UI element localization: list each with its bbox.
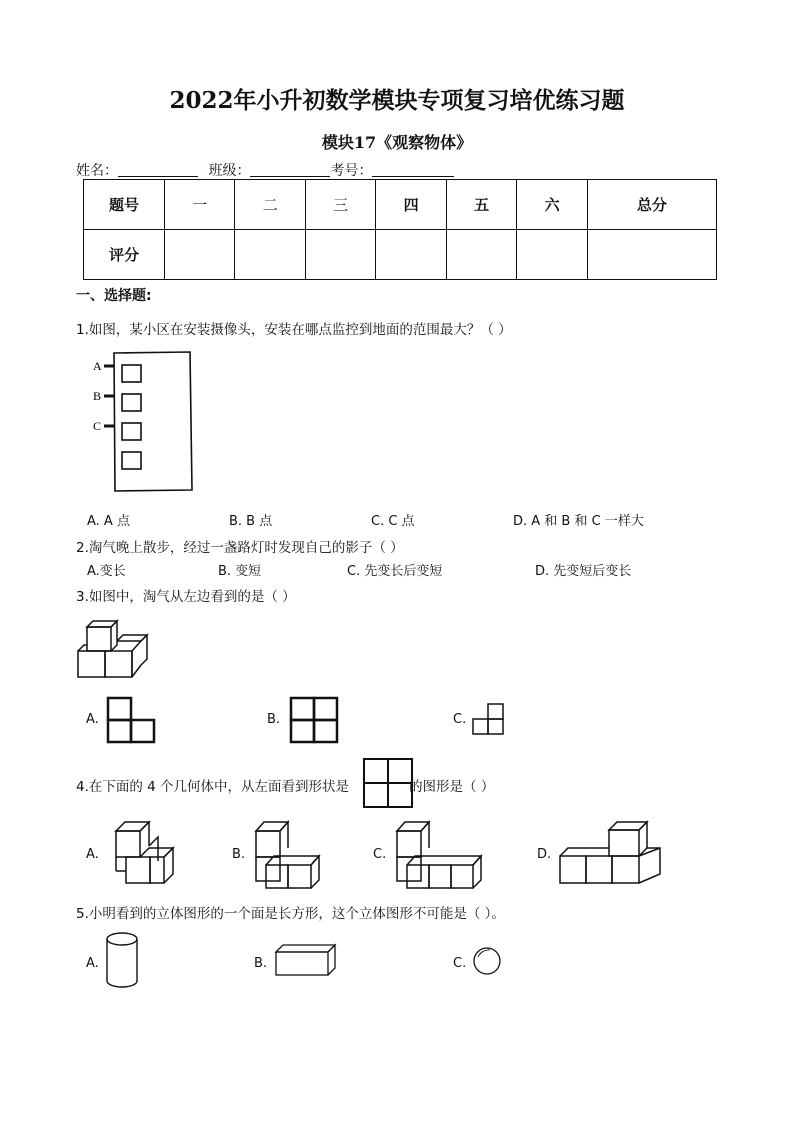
score-cell: 题号 <box>84 180 165 230</box>
score-input-cell[interactable] <box>587 230 716 280</box>
camera-building-figure <box>90 350 200 495</box>
question-5-stem: 5.小明看到的立体图形的一个面是长方形，这个立体图形不可能是（ ）。 <box>76 906 505 922</box>
score-cell: 一 <box>165 180 235 230</box>
score-cell: 四 <box>376 180 446 230</box>
score-input-cell[interactable] <box>165 230 235 280</box>
name-label: 姓名： <box>76 163 118 179</box>
score-table <box>83 179 717 280</box>
point-b-label: B <box>93 389 102 403</box>
score-input-cell[interactable] <box>305 230 375 280</box>
score-input-cell[interactable] <box>235 230 305 280</box>
q2-option-d[interactable]: D. 先变短后变长 <box>535 564 632 579</box>
q1-option-d[interactable]: D. A 和 B 和 C 一样大 <box>513 514 644 529</box>
score-cell: 五 <box>446 180 516 230</box>
question-2-stem: 2.淘气晚上散步，经过一盏路灯时发现自己的影子（ ） <box>76 540 404 556</box>
score-table-header-row <box>84 180 717 230</box>
exam-blank[interactable] <box>372 162 454 177</box>
exam-label: 考号： <box>330 163 373 179</box>
question-1-stem: 1.如图，某小区在安装摄像头，安装在哪点监控到地面的范围最大？（ ） <box>76 322 512 338</box>
score-input-cell[interactable] <box>517 230 587 280</box>
q3-option-a[interactable]: A. <box>86 712 99 727</box>
q4-stem-before: 4.在下面的 4 个几何体中，从左面看到形状是 <box>76 779 350 795</box>
point-a-label: A <box>93 359 102 373</box>
q3-option-c-figure <box>472 703 506 735</box>
q1-option-a[interactable]: A. A 点 <box>87 514 130 529</box>
page-title: 2022年小升初数学模块专项复习培优练习题 <box>169 87 625 114</box>
q3-option-c[interactable]: C. <box>453 712 467 727</box>
sphere-figure <box>472 945 502 977</box>
score-row-label: 评分 <box>84 230 165 280</box>
cuboid-figure <box>274 943 338 977</box>
cylinder-figure <box>104 931 140 989</box>
score-cell: 三 <box>305 180 375 230</box>
q4-option-b[interactable]: B. <box>232 847 246 862</box>
q5-option-c[interactable]: C. <box>453 956 467 971</box>
q4-option-a-figure <box>112 819 180 889</box>
score-cell: 六 <box>517 180 587 230</box>
q3-cube-stack-figure <box>76 615 151 680</box>
q4-stem-after: 的图形是（ ） <box>409 779 495 795</box>
question-3-stem: 3.如图中，淘气从左边看到的是（ ） <box>76 589 296 605</box>
q4-option-b-figure <box>252 819 324 889</box>
q4-target-view-figure <box>362 757 414 809</box>
q2-option-c[interactable]: C. 先变长后变短 <box>347 564 443 579</box>
q1-option-b[interactable]: B. B 点 <box>229 514 273 529</box>
q4-option-d[interactable]: D. <box>537 847 552 862</box>
q1-option-c[interactable]: C. C 点 <box>371 514 415 529</box>
student-info-line <box>76 160 454 180</box>
name-blank[interactable] <box>118 162 198 177</box>
q2-option-a[interactable]: A.变长 <box>87 564 126 579</box>
section-heading: 一、选择题: <box>76 288 152 304</box>
q3-option-b-figure <box>289 696 339 744</box>
score-cell: 二 <box>235 180 305 230</box>
q5-option-b[interactable]: B. <box>254 956 268 971</box>
score-table-score-row <box>84 230 717 280</box>
q4-option-c-figure <box>393 819 485 889</box>
class-label: 班级： <box>208 163 251 179</box>
score-input-cell[interactable] <box>376 230 446 280</box>
question-4-stem <box>76 775 494 795</box>
q4-option-c[interactable]: C. <box>373 847 387 862</box>
score-cell: 总分 <box>587 180 716 230</box>
q2-option-b[interactable]: B. 变短 <box>218 564 262 579</box>
q5-option-a[interactable]: A. <box>86 956 99 971</box>
q3-option-b[interactable]: B. <box>267 712 281 727</box>
q4-option-a[interactable]: A. <box>86 847 99 862</box>
page-subtitle: 模块17《观察物体》 <box>321 133 473 152</box>
q3-option-a-figure <box>106 696 156 744</box>
q4-option-d-figure <box>557 820 665 886</box>
class-blank[interactable] <box>250 162 330 177</box>
point-c-label: C <box>93 419 102 433</box>
score-input-cell[interactable] <box>446 230 516 280</box>
